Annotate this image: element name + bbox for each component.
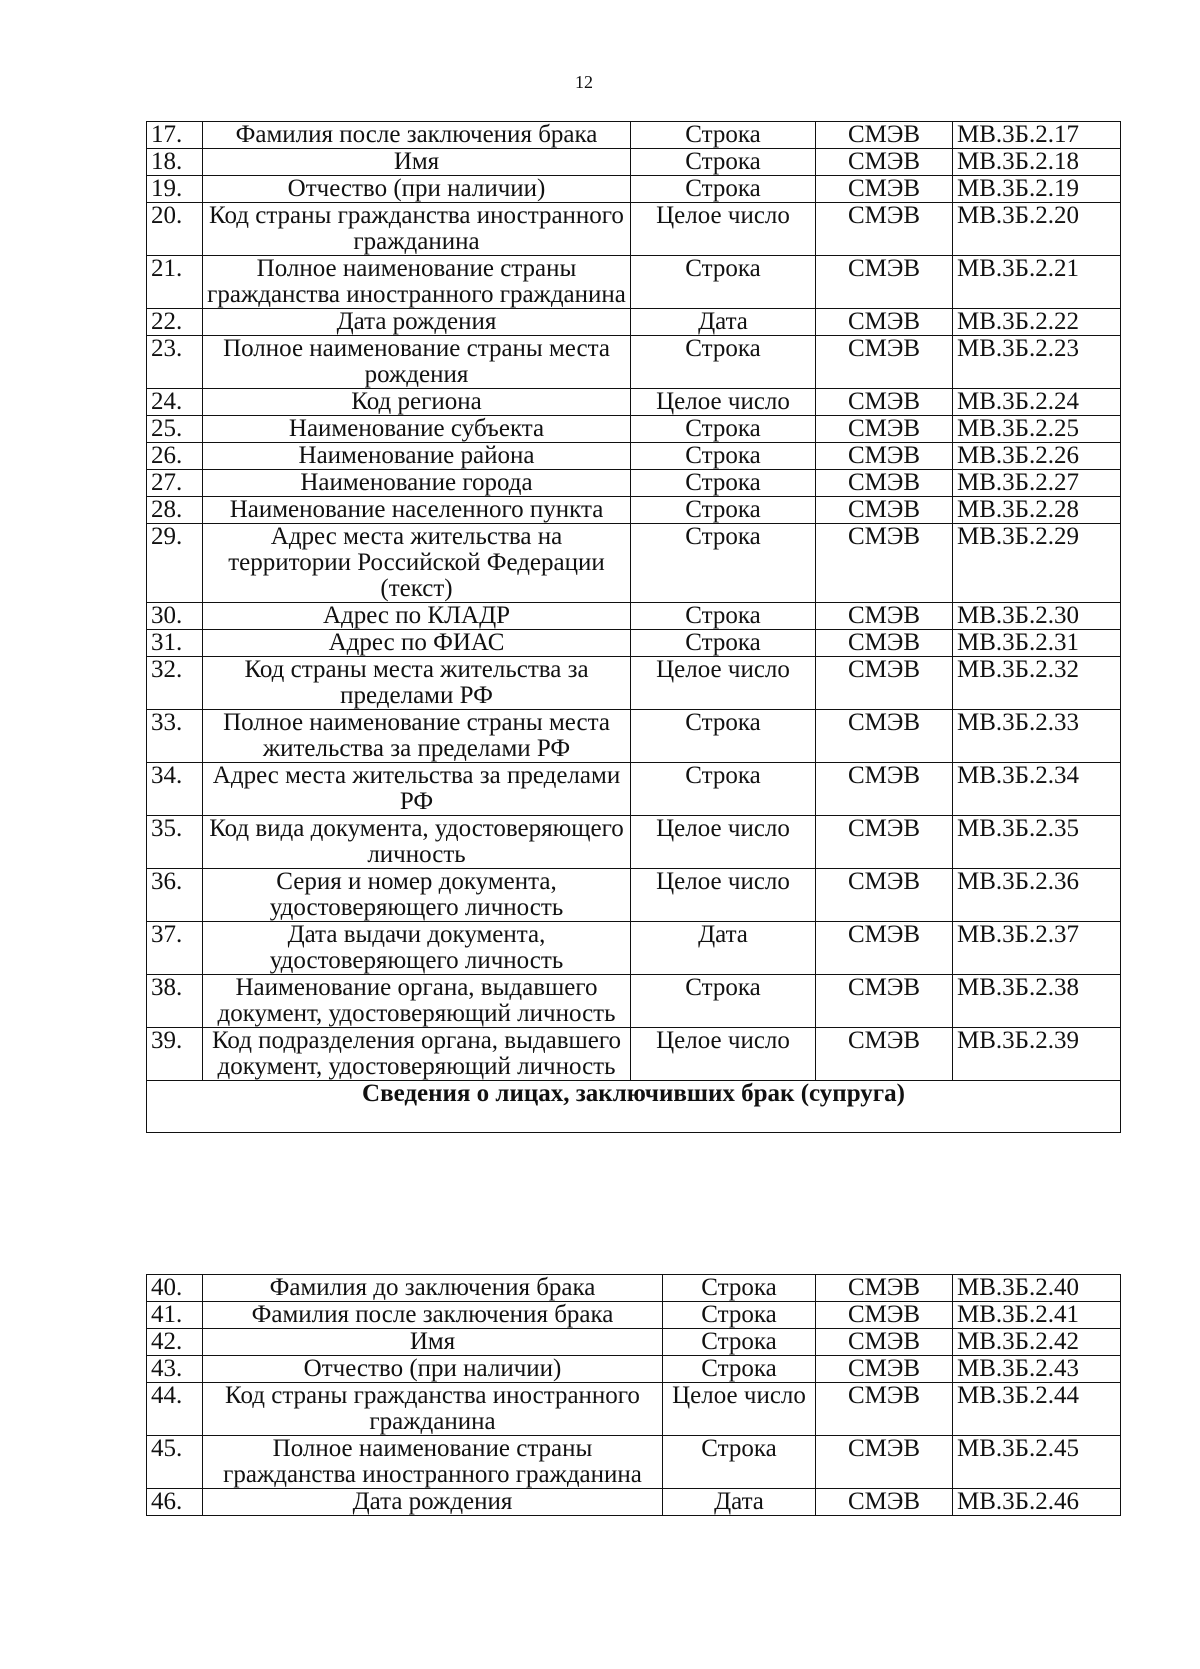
table-row [147, 470, 1121, 497]
table-row [147, 1356, 1121, 1383]
attribute-type: Строка [631, 336, 816, 389]
attribute-source: СМЭВ [816, 922, 953, 975]
attribute-code: МВ.3Б.2.36 [953, 869, 1121, 922]
row-number: 33. [147, 710, 203, 763]
table-row [147, 1489, 1121, 1516]
attribute-code: МВ.3Б.2.25 [953, 416, 1121, 443]
attribute-code: МВ.3Б.2.46 [953, 1489, 1121, 1516]
attribute-type: Целое число [631, 657, 816, 710]
attribute-code: МВ.3Б.2.29 [953, 524, 1121, 603]
attribute-type: Строка [663, 1275, 816, 1302]
attribute-source: СМЭВ [816, 1489, 953, 1516]
row-number: 41. [147, 1302, 203, 1329]
attribute-code: МВ.3Б.2.24 [953, 389, 1121, 416]
table-row [147, 1383, 1121, 1436]
attribute-source: СМЭВ [816, 309, 953, 336]
attribute-name: Код подразделения органа, выдавшего документ, удостоверяющий личность [203, 1028, 631, 1081]
attribute-type: Строка [631, 497, 816, 524]
attribute-code: МВ.3Б.2.22 [953, 309, 1121, 336]
table-row [147, 710, 1121, 763]
attribute-name: Адрес места жительства за пределами РФ [203, 763, 631, 816]
attribute-source: СМЭВ [816, 869, 953, 922]
section-header-row [147, 1081, 1121, 1133]
attribute-type: Целое число [663, 1383, 816, 1436]
table-row [147, 922, 1121, 975]
row-number: 35. [147, 816, 203, 869]
attribute-source: СМЭВ [816, 389, 953, 416]
attribute-code: МВ.3Б.2.42 [953, 1329, 1121, 1356]
table-row [147, 630, 1121, 657]
attribute-code: МВ.3Б.2.23 [953, 336, 1121, 389]
attribute-name: Наименование города [203, 470, 631, 497]
table-row [147, 1329, 1121, 1356]
table-row [147, 497, 1121, 524]
attribute-code: МВ.3Б.2.28 [953, 497, 1121, 524]
attribute-name: Код страны места жительства за пределами РФ [203, 657, 631, 710]
row-number: 25. [147, 416, 203, 443]
attribute-name: Код страны гражданства иностранного гражданина [203, 203, 631, 256]
attribute-type: Дата [631, 922, 816, 975]
attribute-source: СМЭВ [816, 816, 953, 869]
attribute-name: Фамилия после заключения брака [203, 122, 631, 149]
row-number: 30. [147, 603, 203, 630]
table-row [147, 122, 1121, 149]
attribute-source: СМЭВ [816, 1302, 953, 1329]
attribute-code: МВ.3Б.2.44 [953, 1383, 1121, 1436]
attribute-name: Дата рождения [203, 309, 631, 336]
spouse-attributes-table-body [147, 1275, 1121, 1516]
attribute-code: МВ.3Б.2.26 [953, 443, 1121, 470]
section-title: Сведения о лицах, заключивших брак (супруга) [147, 1081, 1121, 1133]
attribute-name: Адрес по ФИАС [203, 630, 631, 657]
attribute-name: Дата рождения [203, 1489, 663, 1516]
attribute-type: Дата [663, 1489, 816, 1516]
attribute-code: МВ.3Б.2.33 [953, 710, 1121, 763]
attribute-name: Полное наименование страны места жительства за пределами РФ [203, 710, 631, 763]
row-number: 24. [147, 389, 203, 416]
attribute-type: Строка [631, 176, 816, 203]
table-row [147, 176, 1121, 203]
attribute-code: МВ.3Б.2.18 [953, 149, 1121, 176]
attribute-name: Полное наименование страны гражданства иностранного гражданина [203, 256, 631, 309]
attribute-type: Целое число [631, 1028, 816, 1081]
attribute-code: МВ.3Б.2.41 [953, 1302, 1121, 1329]
attribute-source: СМЭВ [816, 1329, 953, 1356]
table-row [147, 309, 1121, 336]
attribute-type: Строка [631, 763, 816, 816]
table-row [147, 1028, 1121, 1081]
attribute-type: Строка [631, 603, 816, 630]
attribute-name: Наименование населенного пункта [203, 497, 631, 524]
table-row [147, 256, 1121, 309]
attribute-source: СМЭВ [816, 1275, 953, 1302]
attribute-code: МВ.3Б.2.19 [953, 176, 1121, 203]
attribute-code: МВ.3Б.2.40 [953, 1275, 1121, 1302]
attribute-name: Имя [203, 149, 631, 176]
attribute-type: Строка [663, 1302, 816, 1329]
attribute-type: Строка [631, 416, 816, 443]
attributes-table [146, 121, 1121, 1133]
attribute-name: Полное наименование страны места рождения [203, 336, 631, 389]
attribute-name: Наименование субъекта [203, 416, 631, 443]
attribute-name: Имя [203, 1329, 663, 1356]
attribute-code: МВ.3Б.2.20 [953, 203, 1121, 256]
row-number: 17. [147, 122, 203, 149]
attribute-source: СМЭВ [816, 336, 953, 389]
attribute-source: СМЭВ [816, 763, 953, 816]
row-number: 18. [147, 149, 203, 176]
attribute-type: Целое число [631, 203, 816, 256]
table-row [147, 389, 1121, 416]
attribute-type: Строка [631, 256, 816, 309]
attribute-source: СМЭВ [816, 1028, 953, 1081]
attribute-name: Отчество (при наличии) [203, 176, 631, 203]
attribute-source: СМЭВ [816, 524, 953, 603]
attribute-source: СМЭВ [816, 975, 953, 1028]
attribute-source: СМЭВ [816, 603, 953, 630]
row-number: 27. [147, 470, 203, 497]
row-number: 28. [147, 497, 203, 524]
row-number: 26. [147, 443, 203, 470]
attribute-type: Целое число [631, 869, 816, 922]
attribute-code: МВ.3Б.2.43 [953, 1356, 1121, 1383]
attribute-type: Строка [663, 1436, 816, 1489]
row-number: 40. [147, 1275, 203, 1302]
attribute-type: Строка [631, 443, 816, 470]
attribute-type: Строка [631, 975, 816, 1028]
table-row [147, 336, 1121, 389]
row-number: 21. [147, 256, 203, 309]
row-number: 36. [147, 869, 203, 922]
table-row [147, 1302, 1121, 1329]
attribute-source: СМЭВ [816, 203, 953, 256]
attribute-source: СМЭВ [816, 1383, 953, 1436]
row-number: 43. [147, 1356, 203, 1383]
table-row [147, 763, 1121, 816]
row-number: 23. [147, 336, 203, 389]
table-row [147, 1436, 1121, 1489]
attribute-code: МВ.3Б.2.30 [953, 603, 1121, 630]
attribute-source: СМЭВ [816, 1356, 953, 1383]
row-number: 34. [147, 763, 203, 816]
attribute-type: Строка [631, 524, 816, 603]
attribute-name: Отчество (при наличии) [203, 1356, 663, 1383]
table-row [147, 869, 1121, 922]
table-row [147, 524, 1121, 603]
table-row [147, 603, 1121, 630]
attribute-type: Дата [631, 309, 816, 336]
attribute-name: Полное наименование страны гражданства иностранного гражданина [203, 1436, 663, 1489]
row-number: 19. [147, 176, 203, 203]
attribute-name: Фамилия до заключения брака [203, 1275, 663, 1302]
attribute-source: СМЭВ [816, 657, 953, 710]
attribute-source: СМЭВ [816, 416, 953, 443]
row-number: 22. [147, 309, 203, 336]
attribute-source: СМЭВ [816, 630, 953, 657]
attribute-source: СМЭВ [816, 710, 953, 763]
attribute-name: Код страны гражданства иностранного гражданина [203, 1383, 663, 1436]
attribute-code: МВ.3Б.2.32 [953, 657, 1121, 710]
attribute-name: Серия и номер документа, удостоверяющего личность [203, 869, 631, 922]
attribute-source: СМЭВ [816, 470, 953, 497]
spouse-attributes-table [146, 1274, 1121, 1516]
table-row [147, 816, 1121, 869]
attribute-code: МВ.3Б.2.39 [953, 1028, 1121, 1081]
row-number: 29. [147, 524, 203, 603]
attribute-type: Строка [631, 122, 816, 149]
row-number: 20. [147, 203, 203, 256]
table-row [147, 443, 1121, 470]
table-row [147, 657, 1121, 710]
table-row [147, 149, 1121, 176]
attribute-code: МВ.3Б.2.34 [953, 763, 1121, 816]
attribute-name: Дата выдачи документа, удостоверяющего личность [203, 922, 631, 975]
attribute-type: Строка [631, 470, 816, 497]
attribute-code: МВ.3Б.2.21 [953, 256, 1121, 309]
attribute-code: МВ.3Б.2.38 [953, 975, 1121, 1028]
attribute-source: СМЭВ [816, 497, 953, 524]
row-number: 37. [147, 922, 203, 975]
attribute-code: МВ.3Б.2.27 [953, 470, 1121, 497]
row-number: 32. [147, 657, 203, 710]
table-row [147, 975, 1121, 1028]
attribute-type: Целое число [631, 389, 816, 416]
attribute-name: Наименование района [203, 443, 631, 470]
attribute-type: Целое число [631, 816, 816, 869]
attributes-table-body [147, 122, 1121, 1081]
attribute-source: СМЭВ [816, 176, 953, 203]
table-row [147, 416, 1121, 443]
attribute-code: МВ.3Б.2.37 [953, 922, 1121, 975]
row-number: 31. [147, 630, 203, 657]
attribute-source: СМЭВ [816, 256, 953, 309]
attribute-source: СМЭВ [816, 149, 953, 176]
row-number: 42. [147, 1329, 203, 1356]
attribute-code: МВ.3Б.2.31 [953, 630, 1121, 657]
row-number: 45. [147, 1436, 203, 1489]
table-row [147, 203, 1121, 256]
attribute-name: Наименование органа, выдавшего документ, удостоверяющий личность [203, 975, 631, 1028]
attribute-source: СМЭВ [816, 443, 953, 470]
attribute-source: СМЭВ [816, 122, 953, 149]
attribute-type: Строка [663, 1356, 816, 1383]
attribute-name: Адрес по КЛАДР [203, 603, 631, 630]
row-number: 38. [147, 975, 203, 1028]
table-row [147, 1275, 1121, 1302]
attribute-name: Фамилия после заключения брака [203, 1302, 663, 1329]
attribute-type: Строка [631, 710, 816, 763]
attribute-code: МВ.3Б.2.17 [953, 122, 1121, 149]
row-number: 44. [147, 1383, 203, 1436]
attribute-code: МВ.3Б.2.45 [953, 1436, 1121, 1489]
attribute-name: Код вида документа, удостоверяющего личность [203, 816, 631, 869]
page-number: 12 [575, 72, 593, 92]
attribute-type: Строка [631, 630, 816, 657]
attribute-name: Код региона [203, 389, 631, 416]
attribute-code: МВ.3Б.2.35 [953, 816, 1121, 869]
attribute-type: Строка [663, 1329, 816, 1356]
attribute-name: Адрес места жительства на территории Российской Федерации (текст) [203, 524, 631, 603]
attribute-type: Строка [631, 149, 816, 176]
attribute-source: СМЭВ [816, 1436, 953, 1489]
row-number: 39. [147, 1028, 203, 1081]
row-number: 46. [147, 1489, 203, 1516]
